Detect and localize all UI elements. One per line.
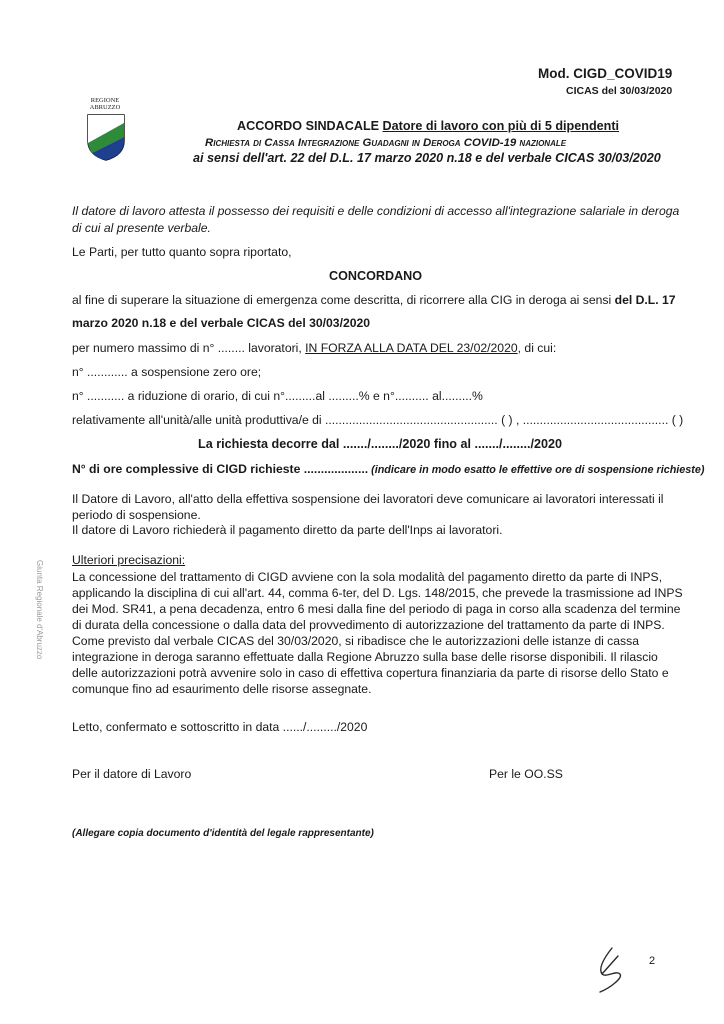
signature-label-datore: Per il datore di Lavoro: [72, 767, 192, 781]
fine-line-1-bold: del D.L. 17: [614, 293, 676, 307]
title: [237, 118, 619, 134]
fine-line-1: [72, 292, 676, 308]
precisazioni-line-2: applicando la disciplina di cui all'art. 44, comma 6-ter, del D. Lgs. 148/2015, che prevede la trasmissione ad INPS: [72, 586, 683, 600]
ulteriori-heading: Ulteriori precisazioni:: [72, 553, 186, 567]
title-prefix: ACCORDO SINDACALE: [237, 119, 383, 133]
signature-label-ooss: Per le OO.SS: [489, 767, 563, 781]
datore-comunica-2: periodo di sospensione.: [72, 508, 201, 522]
precisazioni-line-8: comunque fino ad esaurimento delle risorse assegnate.: [72, 682, 372, 696]
numero-date-underlined: IN FORZA ALLA DATA DEL 23/02/2020: [305, 341, 518, 355]
handwritten-initials: [590, 944, 630, 996]
sospensione-line: n° ............ a sospensione zero ore;: [72, 365, 262, 379]
letto-line: Letto, confermato e sottoscritto in data ....../........./2020: [72, 720, 368, 734]
subtitle-legal-reference: ai sensi dell'art. 22 del D.L. 17 marzo 2020 n.18 e del verbale CICAS 30/03/2020: [193, 151, 661, 165]
ore-line: [72, 461, 705, 478]
intro-line-1: Il datore di lavoro attesta il possesso dei requisiti e delle condizioni di accesso all'integrazione salariale in deroga: [72, 204, 680, 218]
parti-text: Le Parti, per tutto quanto sopra riportato,: [72, 245, 292, 259]
logo-caption-line2: ABRUZZO: [89, 104, 121, 111]
margin-stamp: Giunta Regionale d'Abruzzo: [35, 560, 44, 660]
numero-text: per numero massimo di n° ........ lavoratori,: [72, 341, 306, 355]
riduzione-line: n° ........... a riduzione di orario, di cui n°.........al .........% e n°.......... al.........%: [72, 389, 483, 403]
precisazioni-line-7: delle autorizzazioni potrà avvenire solo in caso di effettiva copertura finanziaria da parte di risorse dello Stato e: [72, 666, 669, 680]
fine-line-2: marzo 2020 n.18 e del verbale CICAS del 30/03/2020: [72, 316, 371, 330]
datore-pagamento: Il datore di Lavoro richiederà il pagamento diretto da parte dell'Inps ai lavoratori.: [72, 523, 503, 537]
logo-caption-line1: REGIONE: [90, 97, 120, 104]
numero-suffix: , di cui:: [517, 341, 557, 355]
precisazioni-line-3: dei Mod. SR41, a pena decadenza, entro 6 mesi dalla fine del periodo di paga in corso alla scadenza del termine: [72, 602, 681, 616]
allegare-note: (Allegare copia documento d'identità del legale rappresentante): [72, 828, 374, 839]
precisazioni-line-4: di durata della concessione o dalla data del provvedimento di autorizzazione del trattamento da parte di INPS.: [72, 618, 665, 632]
precisazioni-line-1: La concessione del trattamento di CIGD avviene con la sola modalità del pagamento diretto da parte di INPS,: [72, 570, 663, 584]
title-underlined: Datore di lavoro con più di 5 dipendenti: [382, 119, 620, 133]
logo-caption: [84, 97, 126, 111]
page-number: 2: [649, 955, 656, 967]
ore-label: N° di ore complessive di CIGD richieste ...................: [72, 462, 369, 476]
module-code: Mod. CIGD_COVID19: [538, 66, 673, 81]
unita-line: relativamente all'unità/alle unità produttiva/e di ................................................... ( ) , ........................................... ( ): [72, 413, 684, 427]
precisazioni-line-6: integrazione in deroga saranno effettuate dalla Regione Abruzzo sulla base delle risorse disponibili. Il rilascio: [72, 650, 658, 664]
regione-abruzzo-logo: [86, 113, 126, 161]
numero-lavoratori: [72, 340, 556, 356]
concordano-heading: CONCORDANO: [329, 269, 423, 283]
ore-note: (indicare in modo esatto le effettive ore di sospensione richieste): [368, 464, 705, 476]
precisazioni-line-5: Come previsto dal verbale CICAS del 30/03/2020, si ribadisce che le autorizzazioni delle istanze di cassa: [72, 634, 640, 648]
subtitle: Richiesta di Cassa Integrazione Guadagni in Deroga COVID-19 nazionale: [205, 137, 567, 149]
fine-line-1-text: al fine di superare la situazione di emergenza come descritta, di ricorrere alla CIG in deroga ai sensi: [72, 293, 615, 307]
decorrenza-line: La richiesta decorre dal ......./......../2020 fino al ......./......../2020: [198, 437, 562, 451]
intro-line-2: di cui al presente verbale.: [72, 221, 211, 235]
cicas-date: CICAS del 30/03/2020: [566, 85, 673, 97]
datore-comunica-1: Il Datore di Lavoro, all'atto della effettiva sospensione dei lavoratori deve comunicare ai lavoratori interessati il: [72, 492, 664, 506]
